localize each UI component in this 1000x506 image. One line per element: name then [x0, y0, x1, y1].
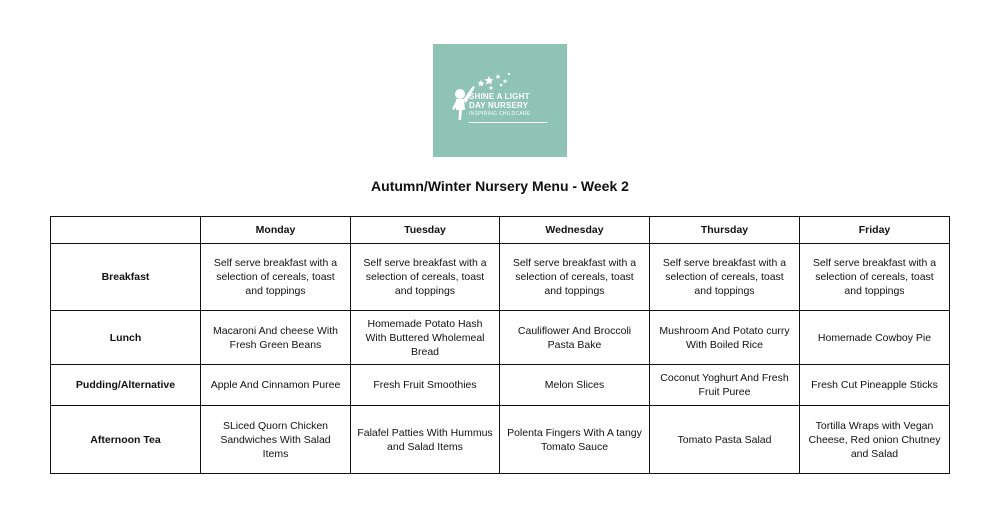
- table-cell: Cauliflower And Broccoli Pasta Bake: [500, 311, 650, 365]
- table-cell: Homemade Potato Hash With Buttered Wholemeal Bread: [351, 311, 500, 365]
- table-cell: Apple And Cinnamon Puree: [201, 365, 351, 406]
- row-header-afternoon-tea: Afternoon Tea: [51, 406, 201, 474]
- table-cell: Mushroom And Potato curry With Boiled Rice: [650, 311, 800, 365]
- table-cell: Tortilla Wraps with Vegan Cheese, Red onion Chutney and Salad: [800, 406, 950, 474]
- table-header-row: [51, 217, 950, 244]
- row-header-pudding: Pudding/Alternative: [51, 365, 201, 406]
- logo-underline: [469, 122, 547, 123]
- table-cell: Self serve breakfast with a selection of cereals, toast and toppings: [800, 244, 950, 311]
- table-cell: Macaroni And cheese With Fresh Green Beans: [201, 311, 351, 365]
- column-header-friday: Friday: [800, 217, 950, 244]
- logo-line-2: DAY NURSERY: [469, 101, 529, 110]
- table-cell: SLiced Quorn Chicken Sandwiches With Salad Items: [201, 406, 351, 474]
- row-header-lunch: Lunch: [51, 311, 201, 365]
- menu-table: [50, 216, 950, 474]
- logo-tagline: INSPIRING CHILDCARE: [469, 111, 531, 117]
- page-title: Autumn/Winter Nursery Menu - Week 2: [371, 178, 629, 194]
- column-header-monday: Monday: [201, 217, 351, 244]
- column-header-thursday: Thursday: [650, 217, 800, 244]
- table-cell: Homemade Cowboy Pie: [800, 311, 950, 365]
- table-cell: Self serve breakfast with a selection of cereals, toast and toppings: [351, 244, 500, 311]
- table-cell: Fresh Cut Pineapple Sticks: [800, 365, 950, 406]
- table-cell: Tomato Pasta Salad: [650, 406, 800, 474]
- table-cell: Self serve breakfast with a selection of cereals, toast and toppings: [500, 244, 650, 311]
- column-header-wednesday: Wednesday: [500, 217, 650, 244]
- table-row: [51, 244, 950, 311]
- column-header-tuesday: Tuesday: [351, 217, 500, 244]
- corner-cell: [51, 217, 201, 244]
- logo-line-1: SHINE A LIGHT: [469, 92, 530, 101]
- table-cell: Melon Slices: [500, 365, 650, 406]
- table-cell: Coconut Yoghurt And Fresh Fruit Puree: [650, 365, 800, 406]
- table-cell: Falafel Patties With Hummus and Salad Items: [351, 406, 500, 474]
- nursery-logo: [433, 44, 567, 157]
- table-cell: Fresh Fruit Smoothies: [351, 365, 500, 406]
- row-header-breakfast: Breakfast: [51, 244, 201, 311]
- table-row: [51, 406, 950, 474]
- table-cell: Self serve breakfast with a selection of cereals, toast and toppings: [650, 244, 800, 311]
- table-row: [51, 365, 950, 406]
- table-cell: Polenta Fingers With A tangy Tomato Sauce: [500, 406, 650, 474]
- table-row: [51, 311, 950, 365]
- table-cell: Self serve breakfast with a selection of cereals, toast and toppings: [201, 244, 351, 311]
